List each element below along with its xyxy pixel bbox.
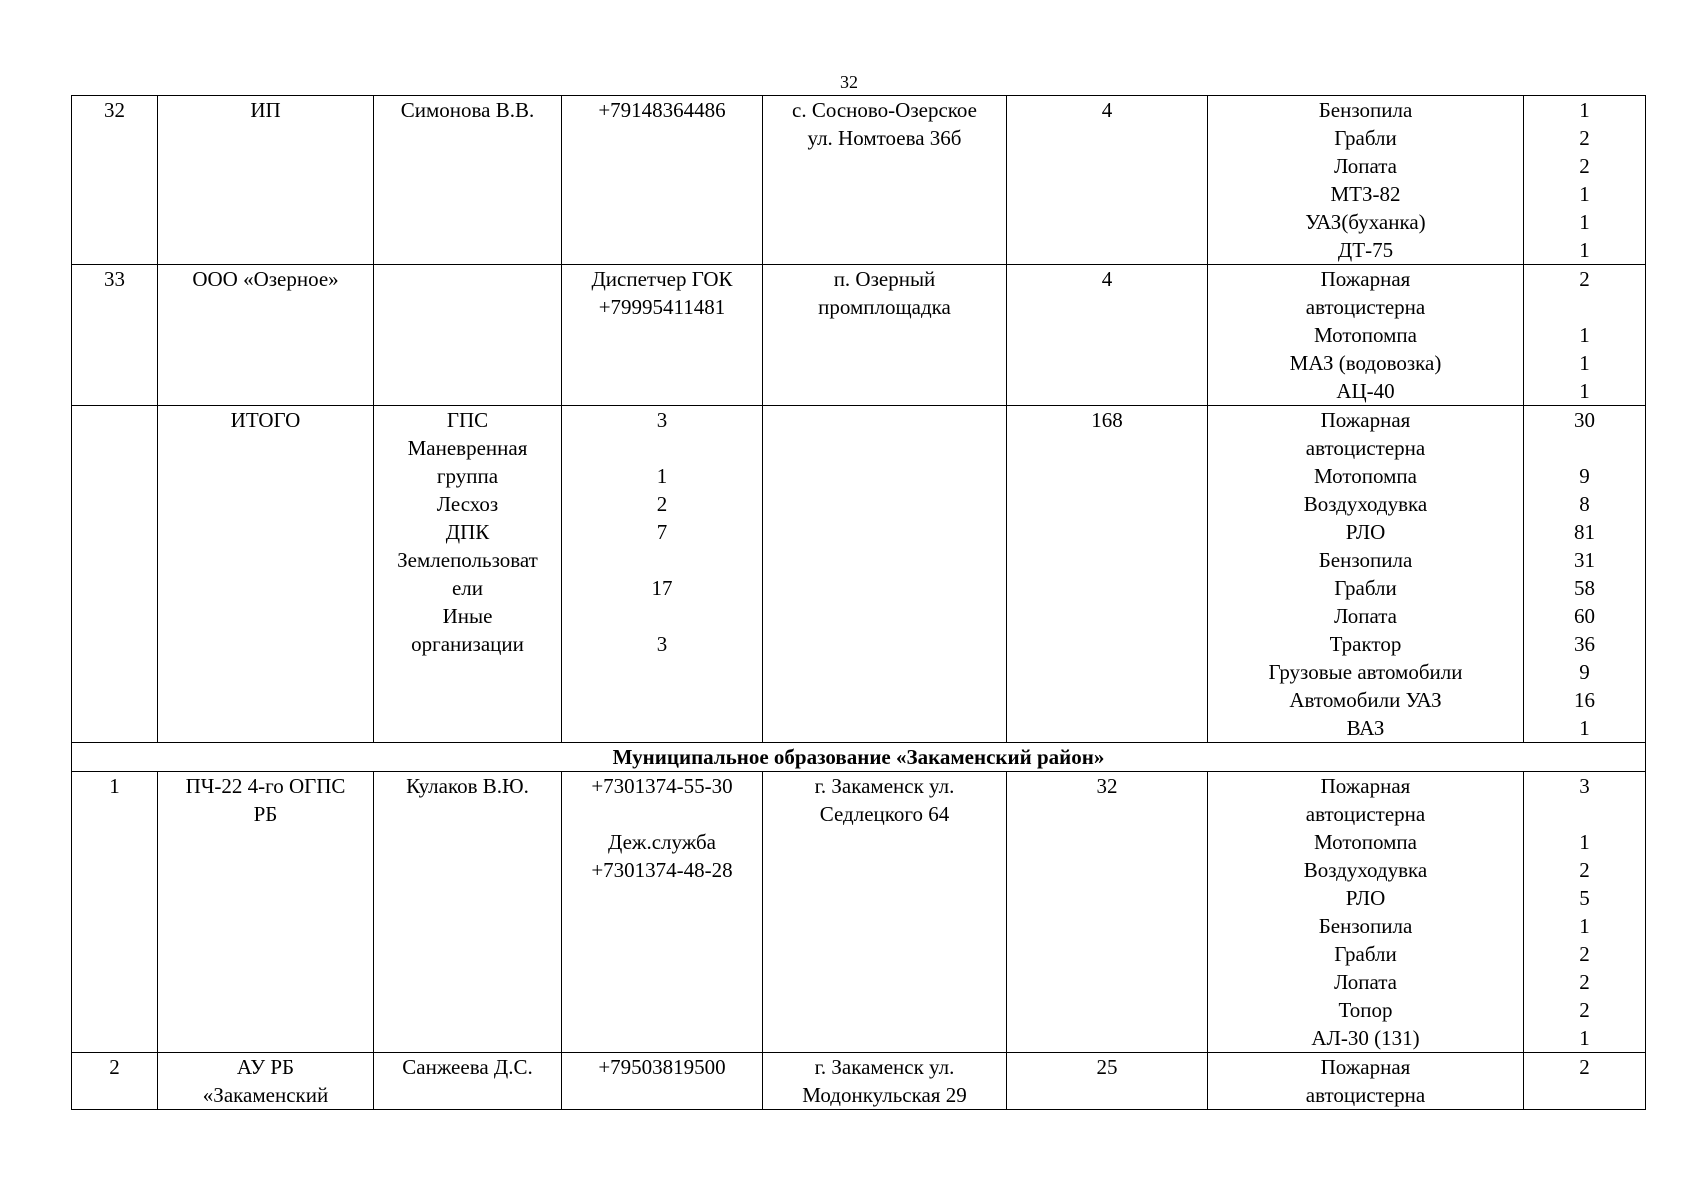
responsible-person-cell [374,265,562,406]
responsible-person-line: Маневренная [407,436,528,460]
section-header-body [72,743,1646,772]
quantity-line: 2 [1579,858,1590,882]
quantity-line: 1 [1579,830,1590,854]
staff-count-cell [1007,96,1208,265]
table-body-bottom [72,772,1646,1110]
quantity-line: 2 [1579,942,1590,966]
table-row [72,265,1646,406]
equipment-cell [1208,265,1524,406]
quantity-line: 60 [1574,604,1595,628]
equipment-line: Грабли [1334,942,1397,966]
organization-line: АУ РБ [236,1055,295,1079]
phone-line: Диспетчер ГОК [591,267,733,291]
equipment-line: автоцистерна [1305,1083,1426,1107]
phone-line: 3 [656,408,668,432]
staff-count-line: 32 [1096,774,1118,798]
quantity-cell [1524,1053,1646,1110]
quantity-line: 81 [1574,520,1595,544]
quantity-line: 1 [1579,351,1590,375]
equipment-line: автоцистерна [1305,295,1426,319]
quantity-line: 3 [1579,774,1590,798]
phone-line [566,546,758,574]
quantity-line: 1 [1579,210,1590,234]
responsible-person-line: группа [436,464,499,488]
organization-line: ИП [250,98,281,122]
quantity-line: 1 [1579,1026,1590,1050]
responsible-person-line: Лесхоз [436,492,499,516]
phone-cell [562,265,763,406]
quantity-line [1528,434,1641,462]
equipment-line: Пожарная [1320,1055,1411,1079]
phone-line [566,602,758,630]
row-number-line: 32 [104,98,125,122]
staff-count-line: 25 [1096,1055,1118,1079]
address-cell [763,406,1007,743]
phone-line: 2 [656,492,668,516]
equipment-line: Мотопомпа [1314,464,1417,488]
table-row [72,1053,1646,1110]
responsible-person-line: Иные [442,604,493,628]
quantity-line: 8 [1579,492,1590,516]
quantity-cell [1524,772,1646,1053]
responsible-person-line: Симонова В.В. [400,98,535,122]
quantity-cell [1524,406,1646,743]
table-row [72,772,1646,1053]
organization-cell [158,772,374,1053]
equipment-line: Автомобили УАЗ [1289,688,1442,712]
phone-line: 7 [656,520,668,544]
quantity-line: 58 [1574,576,1595,600]
address-line: промплощадка [818,295,951,319]
equipment-line: Бензопила [1318,548,1413,572]
quantity-cell [1524,265,1646,406]
quantity-line: 1 [1579,323,1590,347]
address-cell [763,772,1007,1053]
phone-line [566,434,758,462]
address-cell [763,1053,1007,1110]
equipment-line: Воздуходувка [1303,492,1428,516]
quantity-line: 9 [1579,660,1590,684]
equipment-line: Бензопила [1318,98,1413,122]
address-line [767,406,1002,434]
equipment-line: Лопата [1334,970,1397,994]
organization-cell [158,406,374,743]
row-number [72,406,158,743]
section-header-row [72,743,1646,772]
equipment-line: АЦ-40 [1336,379,1395,403]
phone-line: 1 [656,464,668,488]
address-line: г. Закаменск ул. [814,1055,955,1079]
staff-count-line: 168 [1091,408,1123,432]
row-number-line [76,406,153,434]
staff-count-cell [1007,772,1208,1053]
quantity-line: 1 [1579,238,1590,262]
responsible-person-cell [374,1053,562,1110]
equipment-cell [1208,96,1524,265]
equipment-line: Лопата [1334,604,1397,628]
responsible-person-line: Землепользоват [397,548,538,572]
quantity-line: 2 [1579,970,1590,994]
organization-cell [158,265,374,406]
staff-count-line: 4 [1101,267,1113,291]
address-cell [763,265,1007,406]
table-body-top [72,96,1646,743]
responsible-person-line: ели [451,576,484,600]
row-number-line: 2 [109,1055,120,1079]
row-number-line: 33 [104,267,125,291]
responsible-person-line: Санжеева Д.С. [402,1055,533,1079]
quantity-line: 31 [1574,548,1595,572]
equipment-line: Лопата [1334,154,1397,178]
row-number [72,1053,158,1110]
page-number: 32 [840,72,858,92]
quantity-line: 1 [1579,716,1590,740]
address-line: Модонкульская 29 [802,1083,967,1107]
quantity-line: 36 [1574,632,1595,656]
quantity-line: 2 [1579,1055,1590,1079]
phone-line: 3 [656,632,668,656]
responsible-person-cell [374,772,562,1053]
equipment-line: Грузовые автомобили [1268,660,1463,684]
row-number [72,772,158,1053]
phone-line: +79995411481 [598,295,726,319]
row-number-line: 1 [109,774,120,798]
organization-line: «Закаменский [202,1083,329,1107]
address-line: ул. Номтоева 36б [807,126,962,150]
equipment-line: Топор [1338,998,1393,1022]
equipment-line: Пожарная [1320,774,1411,798]
equipment-cell [1208,406,1524,743]
address-line: г. Закаменск ул. [814,774,955,798]
equipment-line: ВАЗ [1346,716,1385,740]
phone-line: 17 [651,576,673,600]
equipment-line: Пожарная [1320,267,1411,291]
quantity-line: 16 [1574,688,1595,712]
phone-cell [562,1053,763,1110]
equipment-line: РЛО [1345,886,1386,910]
equipment-line: УАЗ(буханка) [1305,210,1426,234]
equipment-line: Грабли [1334,126,1397,150]
equipment-line: Трактор [1329,632,1402,656]
equipment-table [71,95,1646,1110]
equipment-line: Мотопомпа [1314,830,1417,854]
quantity-line [1528,1081,1641,1109]
equipment-line: Бензопила [1318,914,1413,938]
staff-count-cell [1007,1053,1208,1110]
phone-line: +79148364486 [598,98,726,122]
responsible-person-line: Кулаков В.Ю. [406,774,529,798]
equipment-line: ДТ-75 [1337,238,1394,262]
table-row [72,406,1646,743]
organization-line: РБ [253,802,278,826]
quantity-line: 9 [1579,464,1590,488]
phone-line: +79503819500 [598,1055,726,1079]
phone-line: Деж.служба [608,830,716,854]
organization-cell [158,96,374,265]
equipment-line: МТЗ-82 [1330,182,1401,206]
quantity-line: 5 [1579,886,1590,910]
equipment-line: Грабли [1334,576,1397,600]
equipment-line: АЛ-30 (131) [1311,1026,1420,1050]
responsible-person-line [378,265,557,293]
table-row [72,96,1646,265]
quantity-line: 30 [1574,408,1595,432]
quantity-line: 1 [1579,182,1590,206]
phone-line: +7301374-48-28 [591,858,733,882]
equipment-line: автоцистерна [1305,802,1426,826]
responsible-person-line: организации [411,632,524,656]
responsible-person-cell [374,406,562,743]
quantity-line: 2 [1579,154,1590,178]
quantity-line: 1 [1579,379,1590,403]
organization-cell [158,1053,374,1110]
quantity-line: 1 [1579,98,1590,122]
phone-cell [562,96,763,265]
responsible-person-line: ДПК [445,520,490,544]
row-number [72,265,158,406]
quantity-line: 2 [1579,126,1590,150]
address-cell [763,96,1007,265]
equipment-line: РЛО [1345,520,1386,544]
quantity-line: 1 [1579,914,1590,938]
address-line: Седлецкого 64 [819,802,950,826]
responsible-person-cell [374,96,562,265]
organization-line: ИТОГО [230,408,301,432]
quantity-cell [1524,96,1646,265]
phone-cell [562,772,763,1053]
equipment-cell [1208,1053,1524,1110]
responsible-person-line: ГПС [446,408,489,432]
row-number [72,96,158,265]
equipment-line: Воздуходувка [1303,858,1428,882]
staff-count-line: 4 [1101,98,1113,122]
equipment-line: автоцистерна [1305,436,1426,460]
quantity-line [1528,293,1641,321]
equipment-line: МАЗ (водовозка) [1289,351,1442,375]
quantity-line: 2 [1579,267,1590,291]
quantity-line: 2 [1579,998,1590,1022]
address-line: п. Озерный [833,267,936,291]
organization-line: ООО «Озерное» [192,267,339,291]
equipment-line: Пожарная [1320,408,1411,432]
equipment-line: Мотопомпа [1314,323,1417,347]
organization-line: ПЧ-22 4-го ОГПС [185,774,346,798]
quantity-line [1528,800,1641,828]
staff-count-cell [1007,265,1208,406]
address-line: с. Сосново-Озерское [792,98,977,122]
section-title: Муниципальное образование «Закаменский район» [72,743,1646,772]
phone-line [566,800,758,828]
equipment-cell [1208,772,1524,1053]
phone-cell [562,406,763,743]
phone-line: +7301374-55-30 [591,774,733,798]
staff-count-cell [1007,406,1208,743]
